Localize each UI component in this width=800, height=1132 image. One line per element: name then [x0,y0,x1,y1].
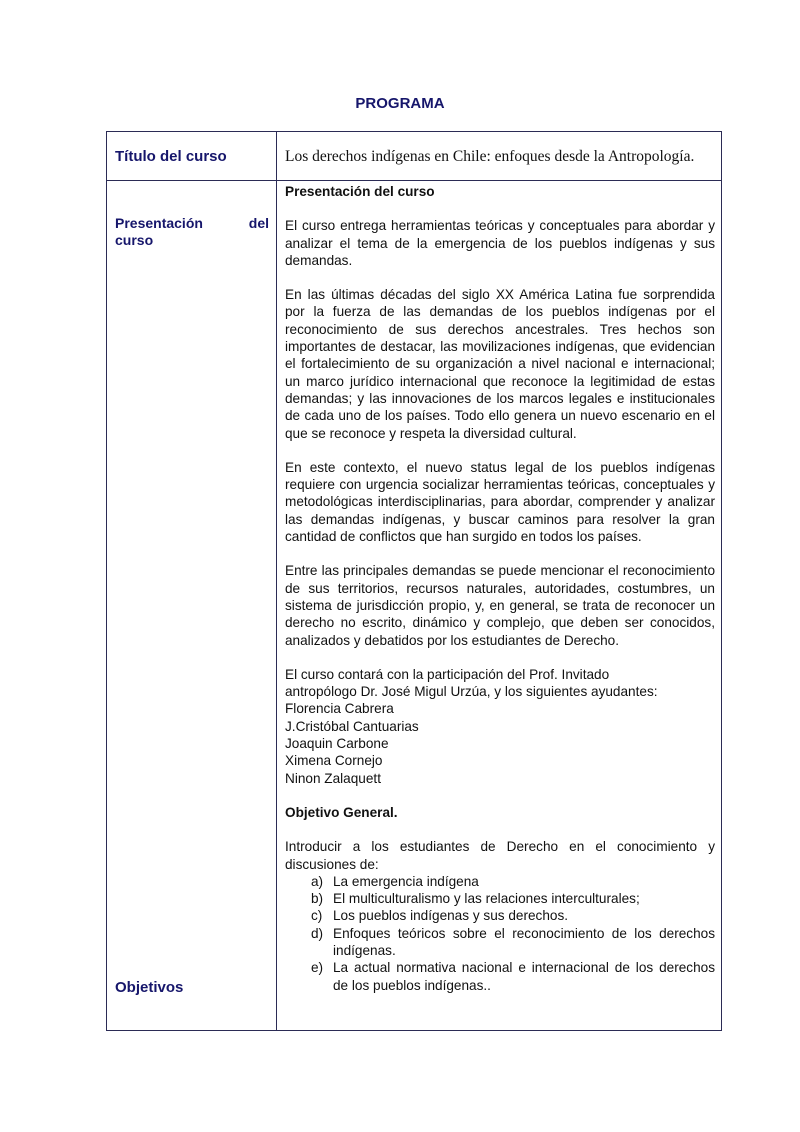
assistant-name: Ximena Cornejo [285,753,383,769]
presentation-heading: Presentación del curso [285,184,435,199]
course-title-label: Título del curso [115,148,227,165]
objectives-label: Objetivos [115,979,184,996]
participation-line: antropólogo Dr. José Migul Urzúa, y los siguientes ayudantes: [285,684,658,700]
course-content [285,181,715,994]
assistant-name: J.Cristóbal Cantuarias [285,718,419,734]
objective-intro: Introducir a los estudiantes de Derecho en el conocimiento y discusiones de: [285,839,715,872]
objective-item: e) La actual normativa nacional e internacional de los derechos de los pueblos indígenas.. [311,960,715,993]
presentation-label-word: Presentación [115,215,203,231]
paragraph: En este contexto, el nuevo status legal de los pueblos indígenas requiere con urgencia socializar herramientas teóricas, conceptuales y metodológicas interdisciplinarias, para abordar, comprender y analizar las demandas indígenas, y buscar caminos para resolver la gran cantidad de conflictos que han surgido en todos los países. [285,459,715,545]
course-title-value: Los derechos indígenas en Chile: enfoques desde la Antropología. [285,148,695,165]
objective-item: d) Enfoques teóricos sobre el reconocimiento de los derechos indígenas. [311,925,715,958]
course-program-table [106,131,722,1031]
objective-heading: Objetivo General. [285,804,398,820]
paragraph: En las últimas décadas del siglo XX América Latina fue sorprendida por la fuerza de las demandas de los pueblos indígenas por el reconocimiento de sus derechos ancestrales. Tres hechos son importantes de destacar, las movilizaciones indígenas, que evidencian el fortalecimiento de su organización a nivel nacional e internacional; un marco jurídico internacional que reconoce la legitimidad de estas demandas; y las innovaciones de los marcos legales e institucionales de cada uno de los países. Todo ello genera un nuevo escenario en el que se reconoce y respeta la diversidad cultural. [285,287,715,441]
objective-item: c) Los pueblos indígenas y sus derechos. [311,908,569,924]
paragraph: El curso entrega herramientas teóricas y conceptuales para abordar y analizar el tema de la emergencia de los pueblos indígenas y sus demandas. [285,218,715,268]
presentation-label-word: curso [115,232,154,248]
objective-item: b) El multiculturalismo y las relaciones interculturales; [311,891,640,907]
participation-line: El curso contará con la participación del Prof. Invitado [285,666,610,682]
objective-list [285,873,715,994]
course-title-row [107,132,721,181]
presentation-label-word: del [248,215,269,231]
page-title: PROGRAMA [355,95,445,112]
participation-block [285,666,715,787]
paragraph: Entre las principales demandas se puede mencionar el reconocimiento de sus territorios, recursos naturales, autoridades, costumbres, un sistema de jurisdicción propio, y, en general, se trata de reconocer un derecho no escrito, dinámico y complejo, que deben ser conocidos, analizados y debatidos por los estudiantes de Derecho. [285,563,715,648]
presentation-label [115,215,269,249]
assistant-name: Joaquin Carbone [285,736,389,752]
assistant-name: Florencia Cabrera [285,701,394,717]
objective-item: a) La emergencia indígena [311,873,479,889]
column-divider [276,132,277,1030]
assistant-name: Ninon Zalaquett [285,770,381,786]
